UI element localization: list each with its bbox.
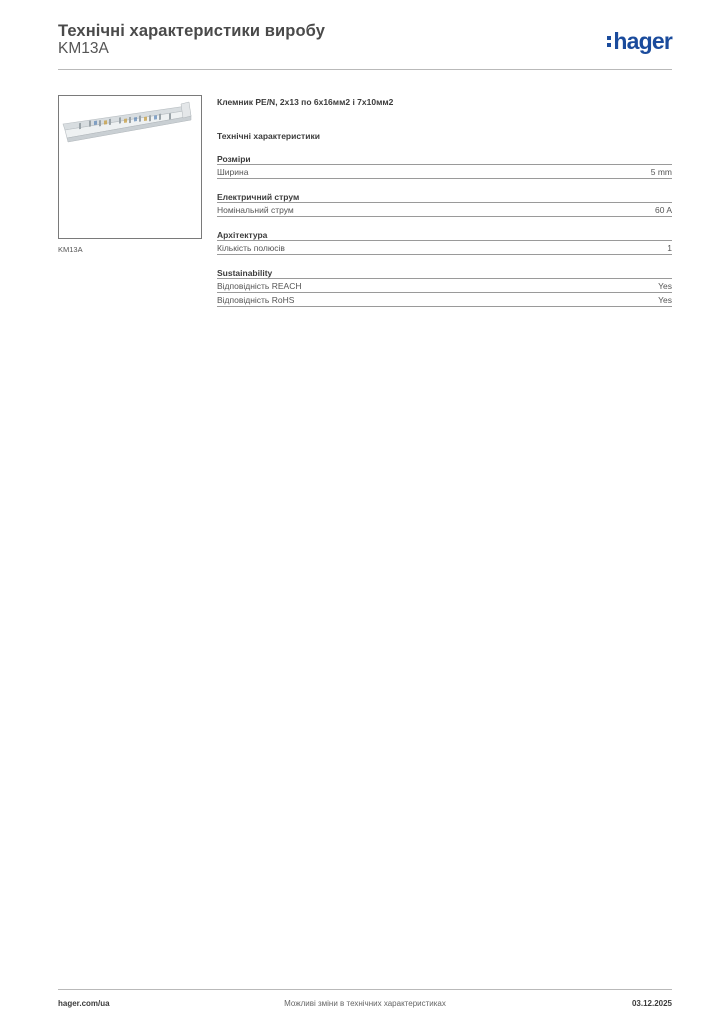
- spec-label: Відповідність RoHS: [217, 295, 295, 305]
- image-caption: KM13A: [58, 245, 83, 254]
- spec-row: [217, 165, 672, 179]
- spec-row: [217, 293, 672, 307]
- page-header: [58, 22, 672, 70]
- spec-group-title: Sustainability: [217, 268, 672, 279]
- spec-value: Yes: [658, 281, 672, 291]
- hager-logo: [607, 28, 672, 54]
- spec-value: 60 A: [654, 205, 672, 215]
- product-name: Клемник PE/N, 2x13 по 6x16мм2 і 7x10мм2: [217, 97, 394, 107]
- logo-text: hager: [613, 28, 672, 54]
- document-title: Технічні характеристики виробу: [58, 22, 325, 40]
- spec-row: [217, 203, 672, 217]
- spec-group-architecture: [217, 230, 672, 255]
- spec-value: 1: [667, 243, 672, 253]
- spec-label: Номінальний струм: [217, 205, 294, 215]
- footer-date: 03.12.2025: [631, 999, 672, 1008]
- spec-group-sustainability: [217, 268, 672, 307]
- footer-website-link[interactable]: hager.com/ua: [58, 999, 110, 1008]
- spec-group-dimensions: [217, 154, 672, 179]
- spec-group-title: Розміри: [217, 154, 672, 165]
- product-code: KM13A: [58, 40, 109, 57]
- footer-notice: Можливі зміни в технічних характеристиках: [284, 999, 446, 1008]
- spec-label: Відповідність REACH: [217, 281, 302, 291]
- specifications-panel: [217, 97, 672, 307]
- spec-label: Ширина: [217, 167, 249, 177]
- spec-value: Yes: [658, 295, 672, 305]
- spec-label: Кількість полюсів: [217, 243, 285, 253]
- spec-group-electrical-current: [217, 192, 672, 217]
- logo-dots-icon: [607, 36, 611, 47]
- spec-row: [217, 279, 672, 293]
- page-footer: [58, 989, 672, 1013]
- product-image: [58, 95, 202, 239]
- terminal-block-image: [59, 96, 201, 238]
- spec-value: 5 mm: [650, 167, 672, 177]
- section-title: Технічні характеристики: [217, 131, 320, 141]
- spec-group-title: Архітектура: [217, 230, 672, 241]
- spec-row: [217, 241, 672, 255]
- spec-group-title: Електричний струм: [217, 192, 672, 203]
